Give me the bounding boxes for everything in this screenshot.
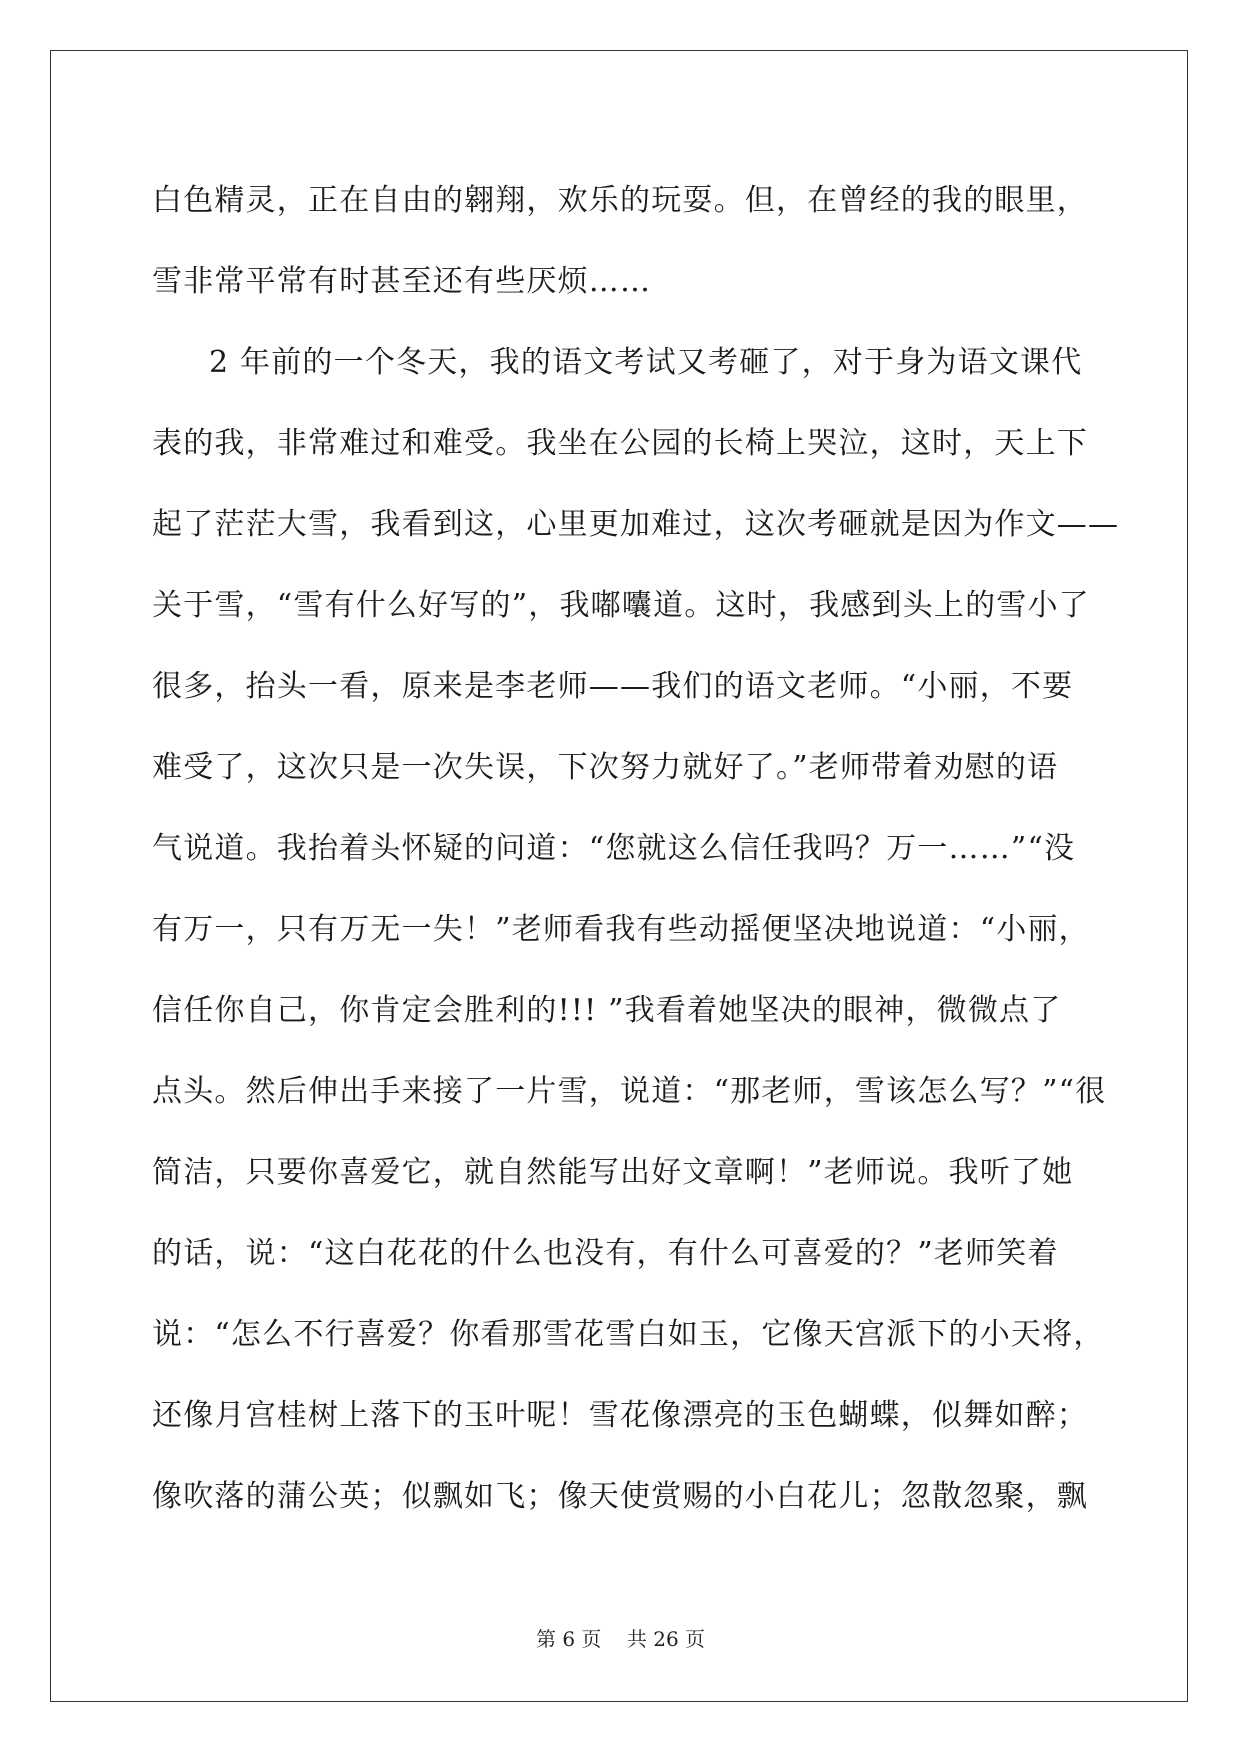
text-line: 信任你自己，你肯定会胜利的!!! ”我看着她坚决的眼神，微微点了 <box>152 993 1062 1028</box>
text-line: 雪非常平常有时甚至还有些厌烦…… <box>152 264 652 299</box>
text-line: 起了茫茫大雪，我看到这，心里更加难过，这次考砸就是因为作文—— <box>152 507 1120 542</box>
text-line: 简洁，只要你喜爱它，就自然能写出好文章啊！”老师说。我听了她 <box>152 1155 1074 1190</box>
page-number: 第 6 页 <box>535 1627 602 1651</box>
text-line: 点头。然后伸出手来接了一片雪，说道：“那老师，雪该怎么写？”“很 <box>152 1074 1107 1109</box>
text-line: 白色精灵，正在自由的翱翔，欢乐的玩耍。但，在曾经的我的眼里， <box>152 183 1088 218</box>
text-line: 气说道。我抬着头怀疑的问道：“您就这么信任我吗？万一……”“没 <box>152 831 1076 866</box>
text-line: 像吹落的蒲公英；似飘如飞；像天使赏赐的小白花儿；忽散忽聚，飘 <box>152 1479 1088 1514</box>
page-footer <box>0 1623 1241 1652</box>
text-line: 难受了，这次只是一次失误，下次努力就好了。”老师带着劝慰的语 <box>152 750 1059 785</box>
text-line: 关于雪，“雪有什么好写的”，我嘟囔道。这时，我感到头上的雪小了 <box>152 588 1090 623</box>
page-total: 共 26 页 <box>626 1627 706 1651</box>
text-line: 2 年前的一个冬天，我的语文考试又考砸了，对于身为语文课代 <box>209 345 1083 380</box>
text-line: 表的我，非常难过和难受。我坐在公园的长椅上哭泣，这时，天上下 <box>152 426 1088 461</box>
text-line: 很多，抬头一看，原来是李老师——我们的语文老师。“小丽，不要 <box>152 669 1074 704</box>
text-line: 还像月宫桂树上落下的玉叶呢！雪花像漂亮的玉色蝴蝶，似舞如醉； <box>152 1398 1088 1433</box>
document-body <box>152 160 1120 1537</box>
text-line: 有万一，只有万无一失！”老师看我有些动摇便坚决地说道：“小丽， <box>152 912 1090 947</box>
text-line: 说：“怎么不行喜爱？你看那雪花雪白如玉，它像天宫派下的小天将， <box>152 1317 1105 1352</box>
text-line: 的话，说：“这白花花的什么也没有，有什么可喜爱的？”老师笑着 <box>152 1236 1059 1271</box>
